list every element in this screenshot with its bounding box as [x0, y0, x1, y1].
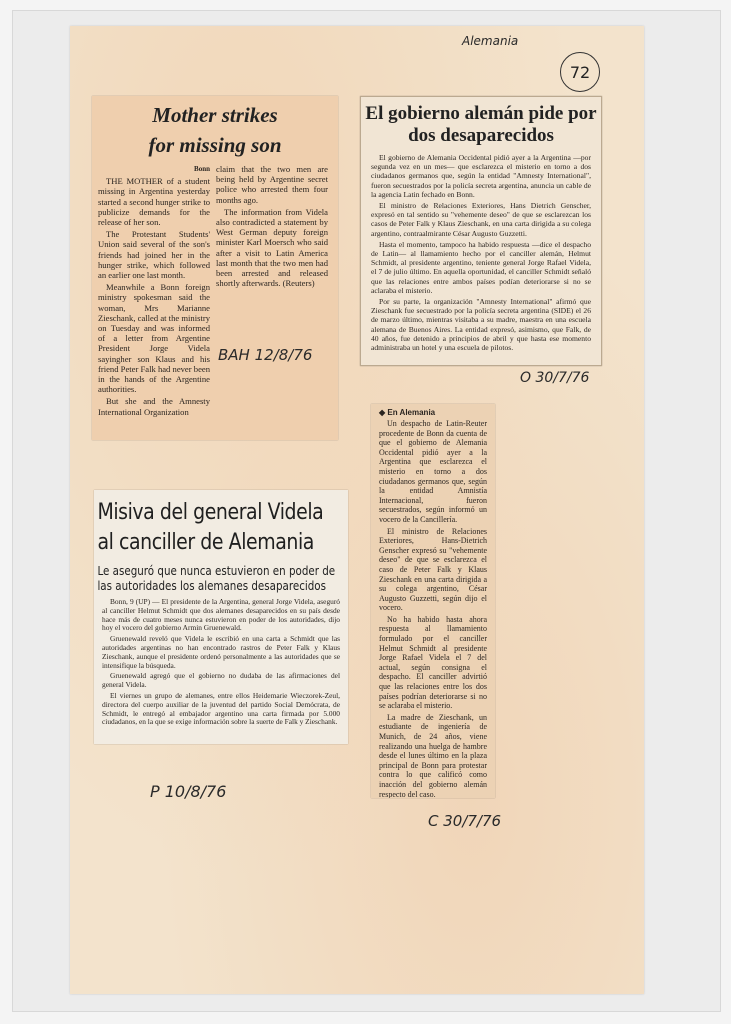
paragraph: Gruenewald reveló que Videla le escribió en una carta a Schmidt que las autoridades argentinas no han encontrado rastros de Peter Falk y Klaus Zieschank, aunque el presidente ordenó personalmente a las autoridades que se intensifique la búsqueda. — [102, 634, 340, 670]
clipping-title: El gobierno alemán pide por dos desaparecidos — [365, 103, 597, 146]
clipping-misiva-videla — [94, 490, 348, 744]
heading-text: En Alemania — [387, 408, 436, 417]
paragraph: El viernes un grupo de alemanes, entre ellos Heidemarie Wieczorek-Zeul, directora del cuerpo auxiliar de la juventud del partido Social Demócrata, de Schmidt, le entregó al embajador argentino una carta firmada por 5.000 ciudadanos, en la que se exige información sobre la suerte de Falk y Zieschank. — [102, 690, 340, 727]
paragraph: Gruenewald agregó que el gobierno no dudaba de las afirmaciones del general Videla. — [102, 671, 340, 690]
paragraph: El ministro de Relaciones Exteriores, Hans-Dietrich Genscher expresó su "vehemente deseo" de que se esclarezca el caso de Peter Falk y Klaus Zieschank en una carta dirigida a su colega argentino, César Augusto Guzzetti, según dijo el vocero. — [379, 526, 487, 613]
title-line-2: for missing son — [148, 133, 282, 157]
source-note-2: O 30/7/76 — [520, 370, 590, 386]
article-body — [371, 419, 495, 798]
paragraph: El gobierno de Alemania Occidental pidió ayer a la Argentina —por segunda vez en un mes— que esclarezca el misterio en torno a dos ciudadanos germanos que, según la entidad "Amnesty International", fueron secuestrados por la policía secreta argentina, anuncia un cable de la agencia Latin fechado en Bonn. — [371, 153, 591, 199]
title-line-1: Mother strikes — [152, 103, 278, 127]
clipping-heading — [371, 404, 495, 419]
paragraph: El ministro de Relaciones Exteriores, Hans Dietrich Genscher, expresó en tal sentido su "vehemente deseo" de que se esclarezcan los casos de Peter Falk y Klaus Zieschank, en una carta dirigida a su colega argentino, contraalmirante César Augusto Guzzetti. — [371, 201, 591, 238]
source-note-3: P 10/8/76 — [150, 782, 227, 801]
paragraph: Bonn, 9 (UP) — El presidente de la Argentina, general Jorge Videla, aseguró al canciller Helmut Schmidt que dos alemanes desaparecidos en su país desde hace más de cuatro meses nunca estuvieron en poder de los autoridades, dijo hoy el vocero del gobierno Armin Gruenewald. — [102, 597, 340, 633]
paragraph: Por su parte, la organización "Amnesty International" afirmó que Zieschank fue secuestrado por la policía secreta argentina (SIDE) el 26 de marzo último, mientras visitaba a su madre, maestra en una escuela alemana de Buenos Aires. La entidad expresó, asimismo, que Falk, de 40 años, fue detenido a principios de abril y que hasta ese momento administraba un hotel y una escuela de pilotos. — [371, 297, 591, 353]
subtitle-line-1: Le aseguró que nunca estuvieron en poder de — [97, 564, 336, 578]
title-line-2: al canciller de Alemania — [97, 530, 314, 555]
paragraph: The Protestant Students' Union said several of the son's friends had joined her in the hunger strike, which followed an earlier one last month. — [98, 229, 210, 281]
clipping-title — [94, 490, 348, 558]
folio-label: 72 — [569, 62, 591, 82]
article-body — [94, 594, 348, 733]
paragraph: But she and the Amnesty International Organization — [98, 396, 210, 417]
article-body — [361, 151, 601, 356]
source-note-1: BAH 12/8/76 — [218, 346, 313, 364]
column-1 — [98, 164, 210, 419]
paragraph: claim that the two men are being held by Argentine secret police who arrested them four months ago. — [216, 164, 328, 205]
clipping-title — [92, 96, 338, 160]
clipping-gobierno-aleman — [360, 96, 602, 366]
clipping-subtitle — [94, 558, 348, 594]
paragraph: Meanwhile a Bonn foreign ministry spokesman said the woman, Mrs Marianne Zieschank, called at the ministry on Tuesday and was informed of a letter from Argentine President Jorge Videla sayingher son Klaus and his friend Peter Falk had never been in the hands of the Argentine authorities. — [98, 282, 210, 395]
column-2 — [216, 164, 328, 419]
paragraph: No ha habido hasta ahora respuesta al llamamiento formulado por el canciller Helmut Schmidt al presidente Jorge Rafael Videla el 7 del actual, según consigna el despacho. El canciller advirtió que las relaciones entre los dos países podrían deteriorarse si no se aclaraba el misterio. — [379, 614, 487, 711]
folio-number — [560, 52, 600, 92]
paragraph: The information from Videla also contradicted a statement by West German deputy foreign minister Karl Moersch who said after a visit to Latin America last month that the two men had been arrested and released shortly afterwards. (Reuters) — [216, 206, 328, 289]
paragraph: Hasta el momento, tampoco ha habido respuesta —dice el despacho de Latin— al llamamiento hecho por el canciller alemán, Helmut Schmidt, al presidente argentino, teniente general Jorge Rafael Videla, el 7 de julio último. En aquella oportunidad, el canciller Schmidt señaló que las relaciones entre ambos países podían deteriorarse si no se aclaraba el misterio. — [371, 239, 591, 295]
source-note-4: C 30/7/76 — [428, 812, 502, 830]
diamond-icon: ◆ — [379, 408, 386, 417]
subtitle-line-2: las autoridades los alemanes desaparecidos — [97, 579, 326, 593]
paragraph: THE MOTHER of a student missing in Argentina yesterday started a second hunger strike to publicize demands for the release of her son. — [98, 176, 210, 228]
dateline: Bonn — [194, 165, 210, 173]
clipping-mother-strikes — [92, 96, 338, 440]
archive-note: Alemania — [462, 34, 519, 48]
clipping-en-alemania — [371, 404, 495, 798]
article-columns — [92, 160, 338, 419]
paragraph: Un despacho de Latin-Reuter procedente de Bonn da cuenta de que el gobierno de Alemania Occidental pidió ayer a la Argentina que esclarezca el misterio en torno a dos ciudadanos germanos que, según la entidad Amnistía Internacional, fueron secuestrados, según informó un vocero de la Cancillería. — [379, 419, 487, 524]
title-line-1: Misiva del general Videla — [97, 500, 324, 525]
paragraph: La madre de Zieschank, un estudiante de ingeniería de Munich, de 24 años, viene realizando una huelga de hambre desde el lunes último en la plaza principal de Bonn para protestar contra lo que calificó como inacción del gobierno alemán respecto del caso. — [379, 712, 487, 798]
